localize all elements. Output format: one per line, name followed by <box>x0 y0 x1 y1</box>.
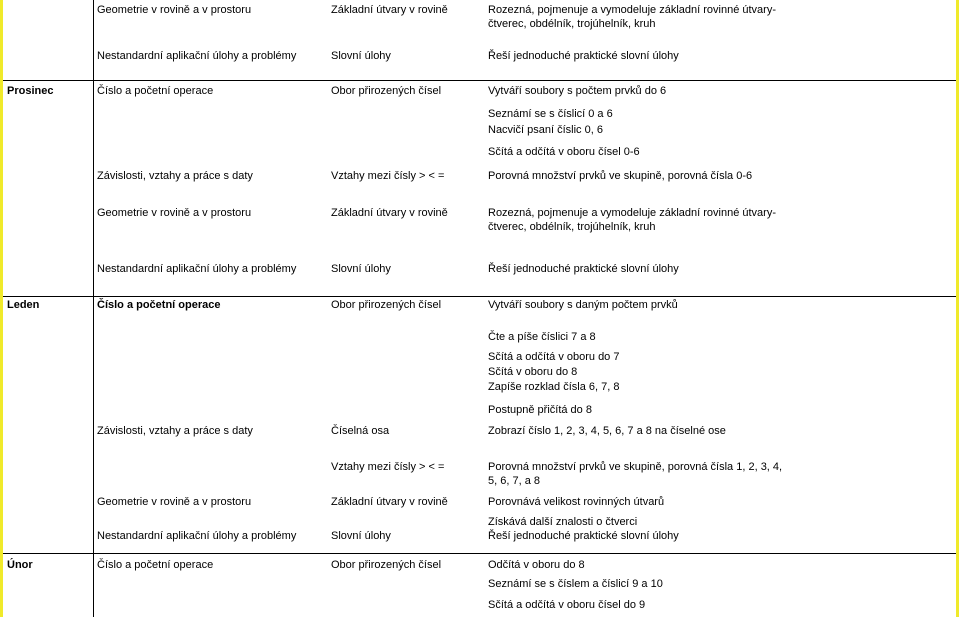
topic-cell: Obor přirozených čísel <box>331 299 442 311</box>
topic-cell: Slovní úlohy <box>331 263 391 275</box>
month-label-leden: Leden <box>7 299 40 311</box>
outcome-cell: Odčítá v oboru do 8 <box>488 559 585 571</box>
month-label-prosinec: Prosinec <box>7 85 54 97</box>
outcome-cell: Řeší jednoduché praktické slovní úlohy <box>488 50 679 62</box>
outcome-cell: Nacvičí psaní číslic 0, 6 <box>488 124 603 136</box>
area-cell: Číslo a početní operace <box>97 299 221 311</box>
topic-cell: Základní útvary v rovině <box>331 207 448 219</box>
outcome-cell: Porovná množství prvků ve skupině, porovná čísla 0-6 <box>488 170 753 182</box>
row-separator <box>3 296 956 297</box>
area-cell: Číslo a početní operace <box>97 85 214 97</box>
topic-cell: Obor přirozených čísel <box>331 85 442 97</box>
area-cell: Závislosti, vztahy a práce s daty <box>97 425 253 437</box>
topic-cell: Slovní úlohy <box>331 50 391 62</box>
area-cell: Číslo a početní operace <box>97 559 214 571</box>
area-cell: Nestandardní aplikační úlohy a problémy <box>97 530 297 542</box>
topic-cell: Slovní úlohy <box>331 530 391 542</box>
outcome-cell: Porovná množství prvků ve skupině, porovná čísla 1, 2, 3, 4, 5, 6, 7, a 8 <box>488 461 783 487</box>
outcome-cell: Čte a píše číslici 7 a 8 <box>488 331 596 343</box>
outcome-cell: Postupně přičítá do 8 <box>488 404 592 416</box>
topic-cell: Obor přirozených čísel <box>331 559 442 571</box>
outcome-cell: Řeší jednoduché praktické slovní úlohy <box>488 530 679 542</box>
outcome-cell: Porovnává velikost rovinných útvarů <box>488 496 665 508</box>
area-cell: Nestandardní aplikační úlohy a problémy <box>97 263 297 275</box>
outcome-cell: Zapíše rozklad čísla 6, 7, 8 <box>488 381 620 393</box>
outcome-cell: Rozezná, pojmenuje a vymodeluje základní rovinné útvary- čtverec, obdélník, trojúhelník, kruh <box>488 4 776 30</box>
area-cell: Geometrie v rovině a v prostoru <box>97 4 252 16</box>
row-separator <box>3 553 956 554</box>
topic-cell: Vztahy mezi čísly > < = <box>331 170 445 182</box>
outcome-cell: Zobrazí číslo 1, 2, 3, 4, 5, 6, 7 a 8 na číselné ose <box>488 425 726 437</box>
left-margin-bar <box>0 0 3 617</box>
topic-cell: Základní útvary v rovině <box>331 496 448 508</box>
outcome-cell: Sčítá v oboru do 8 <box>488 366 578 378</box>
outcome-cell: Získává další znalosti o čtverci <box>488 516 638 528</box>
area-cell: Nestandardní aplikační úlohy a problémy <box>97 50 297 62</box>
outcome-cell: Rozezná, pojmenuje a vymodeluje základní rovinné útvary- čtverec, obdélník, trojúhelník, kruh <box>488 207 776 233</box>
outcome-cell: Vytváří soubory s daným počtem prvků <box>488 299 678 311</box>
outcome-cell: Seznámí se s číslicí 0 a 6 <box>488 108 613 120</box>
outcome-cell: Seznámí se s číslem a číslicí 9 a 10 <box>488 578 663 590</box>
topic-cell: Základní útvary v rovině <box>331 4 448 16</box>
area-cell: Geometrie v rovině a v prostoru <box>97 207 252 219</box>
area-cell: Geometrie v rovině a v prostoru <box>97 496 252 508</box>
month-label-unor: Únor <box>7 559 33 571</box>
topic-cell: Číselná osa <box>331 425 390 437</box>
outcome-cell: Řeší jednoduché praktické slovní úlohy <box>488 263 679 275</box>
outcome-cell: Sčítá a odčítá v oboru čísel 0-6 <box>488 146 640 158</box>
topic-cell: Vztahy mezi čísly > < = <box>331 461 445 473</box>
outcome-cell: Sčítá a odčítá v oboru čísel do 9 <box>488 599 646 611</box>
outcome-cell: Sčítá a odčítá v oboru do 7 <box>488 351 620 363</box>
outcome-cell: Vytváří soubory s počtem prvků do 6 <box>488 85 667 97</box>
column-divider <box>93 0 94 617</box>
row-separator <box>3 80 956 81</box>
area-cell: Závislosti, vztahy a práce s daty <box>97 170 253 182</box>
